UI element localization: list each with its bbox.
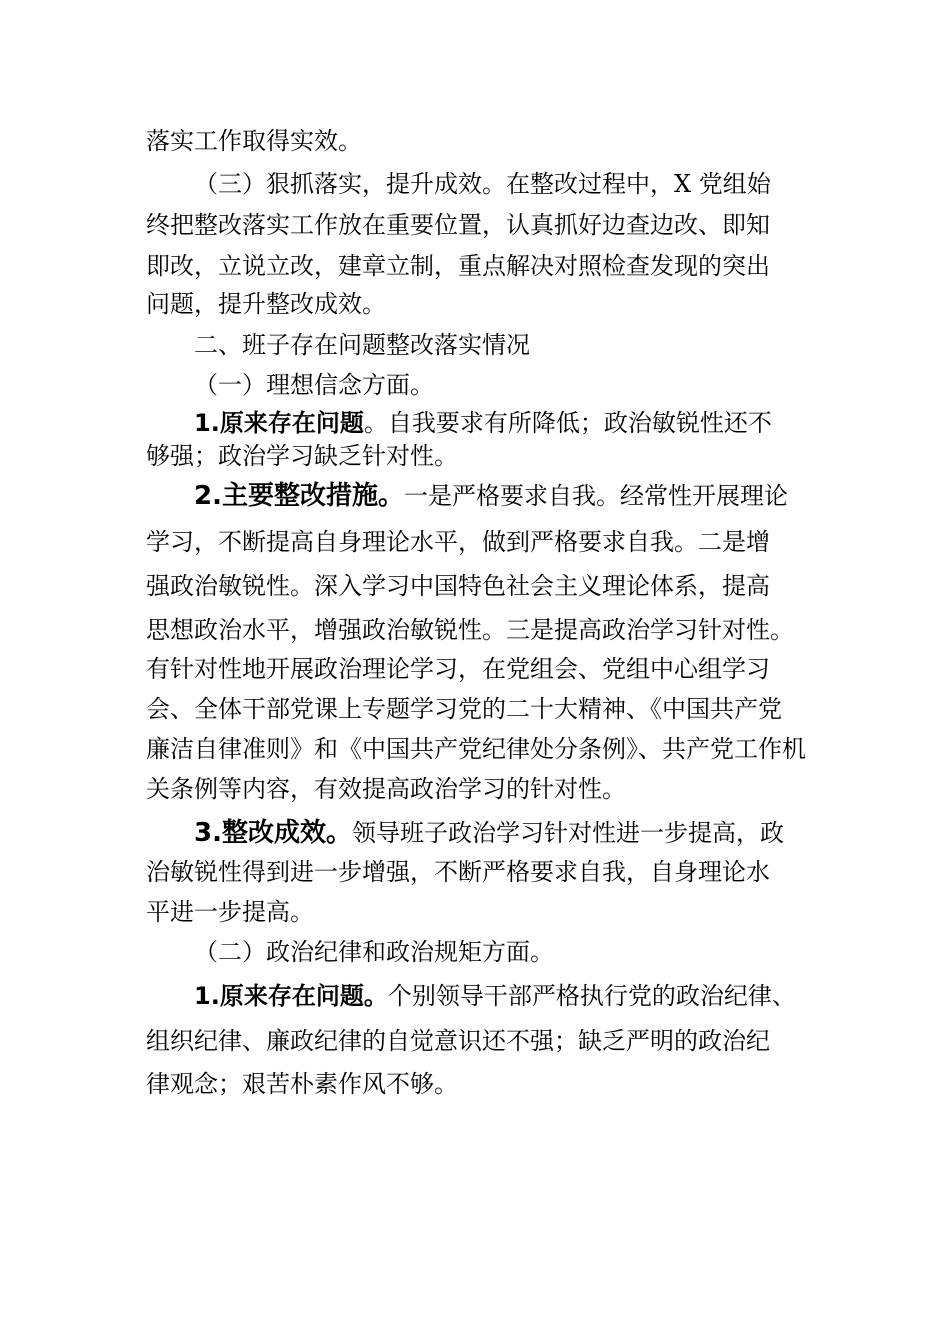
line-text: 一是严格要求自我。经常性开展理论 (403, 482, 788, 510)
line-text: 终把整改落实工作放在重要位置，认真抓好边查边改、即知 (146, 211, 770, 239)
paragraph-line (146, 251, 770, 281)
line-text: 个别领导干部严格执行党的政治纪律、 (387, 982, 796, 1010)
subsection-heading (194, 937, 554, 967)
line-text: 平进一步提高。 (146, 898, 314, 926)
paragraph-line (146, 1069, 458, 1099)
paragraph-line (146, 210, 770, 240)
paragraph-line (146, 1026, 770, 1056)
paragraph-line (146, 615, 794, 645)
paragraph-line (146, 126, 362, 156)
bold-lead: 2.主要整改措施。 (194, 481, 404, 511)
paragraph-line (146, 734, 806, 764)
line-text: 强政治敏锐性。深入学习中国特色社会主义理论体系，提高 (146, 572, 770, 600)
paragraph-line (146, 289, 386, 319)
paragraph-line (146, 857, 770, 887)
line-text: 组织纪律、廉政纪律的自觉意识还不强；缺乏严明的政治纪 (146, 1027, 770, 1055)
line-text: 问题，提升整改成效。 (146, 290, 386, 318)
paragraph-line (146, 571, 770, 601)
paragraph-line (194, 981, 796, 1011)
paragraph-line (146, 897, 314, 927)
line-text: 会、全体干部党课上专题学习党的二十大精神、《中国共产党 (146, 695, 782, 723)
line-text: 治敏锐性得到进一步增强，不断严格要求自我，自身理论水 (146, 858, 770, 886)
line-text: 二、班子存在问题整改落实情况 (194, 331, 530, 359)
line-text: 有针对性地开展政治理论学习，在党组会、党组中心组学习 (146, 655, 770, 683)
line-text: 廉洁自律准则》和《中国共产党纪律处分条例》、共产党工作机 (146, 735, 806, 763)
line-text: 落实工作取得实效。 (146, 127, 362, 155)
line-text: 。自我要求有所降低；政治敏锐性还不 (363, 409, 772, 437)
paragraph-line (194, 481, 788, 511)
paragraph-line (146, 694, 782, 724)
line-text: 学习，不断提高自身理论水平，做到严格要求自我。二是增 (146, 528, 770, 556)
section-heading (194, 330, 530, 360)
line-text: （二）政治纪律和政治规矩方面。 (194, 938, 554, 966)
line-text: 即改，立说立改，建章立制，重点解决对照检查发现的突出 (146, 252, 770, 280)
paragraph-line (146, 774, 626, 804)
line-text: 关条例等内容，有效提高政治学习的针对性。 (146, 775, 626, 803)
paragraph-line (194, 818, 784, 848)
line-text: 思想政治水平，增强政治敏锐性。三是提高政治学习针对性。 (146, 616, 794, 644)
line-text: （一）理想信念方面。 (194, 371, 434, 399)
paragraph-line (146, 441, 458, 471)
bold-lead: 3.整改成效。 (194, 818, 352, 848)
paragraph-line (146, 654, 770, 684)
line-text: 领导班子政治学习针对性进一步提高，政 (351, 819, 784, 847)
paragraph-line (146, 527, 770, 557)
paragraph-line (194, 169, 771, 199)
line-text: 够强；政治学习缺乏针对性。 (146, 442, 458, 470)
line-text: 律观念；艰苦朴素作风不够。 (146, 1070, 458, 1098)
bold-lead: 1.原来存在问题 (194, 409, 364, 437)
bold-lead: 1.原来存在问题。 (194, 982, 388, 1010)
paragraph-line (194, 408, 772, 438)
line-text: （三）狠抓落实，提升成效。在整改过程中，X 党组始 (194, 170, 771, 198)
subsection-heading (194, 370, 434, 400)
